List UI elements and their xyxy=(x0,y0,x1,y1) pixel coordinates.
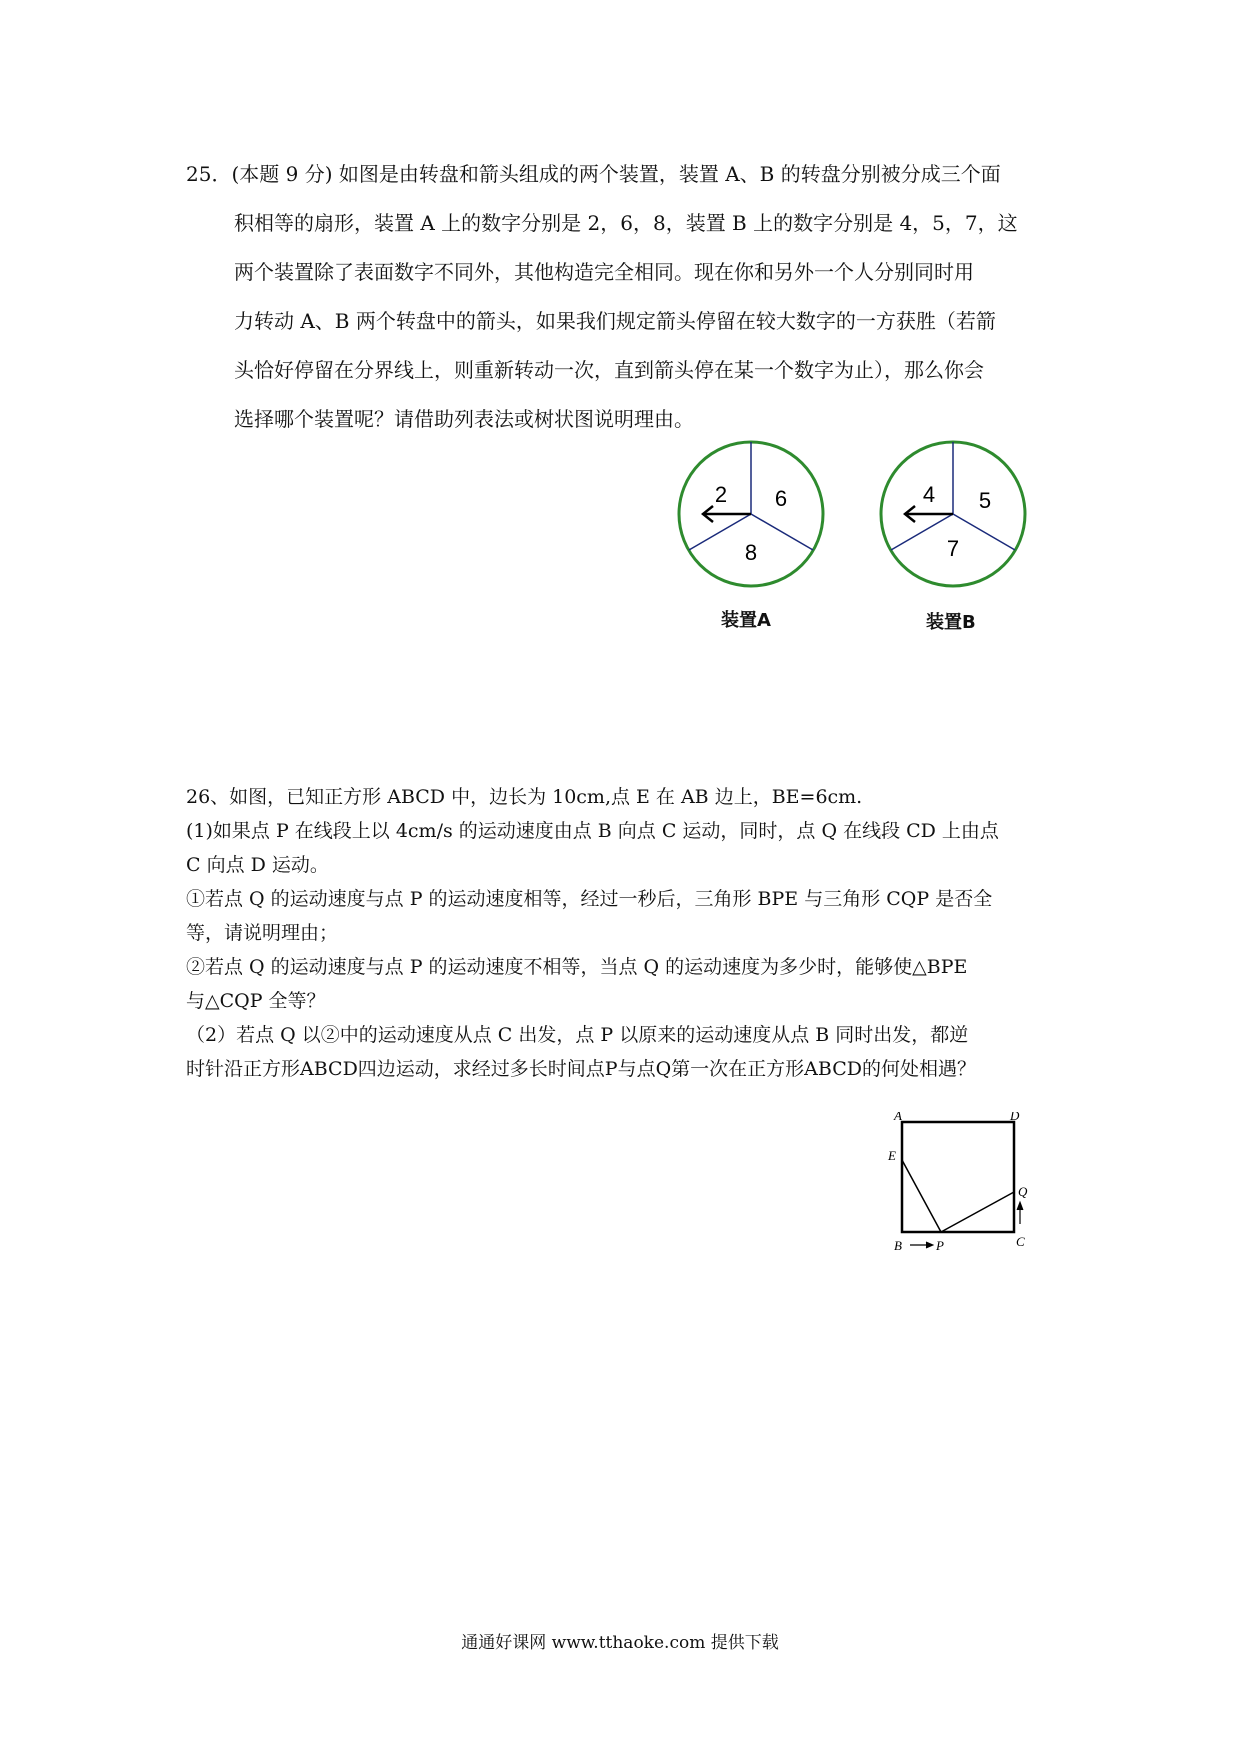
q26-line-1: 26、如图，已知正方形 ABCD 中，边长为 10cm,点 E 在 AB 边上，BE=6cm. xyxy=(186,786,863,808)
spinner-b-number-2: 5 xyxy=(978,488,992,513)
q25-line-6: 选择哪个装置呢？请借助列表法或树状图说明理由。 xyxy=(234,407,694,431)
spinner-b-number-1: 4 xyxy=(922,482,936,507)
arrow-c-to-q-head xyxy=(1017,1202,1023,1210)
spinner-a-number-3: 8 xyxy=(744,540,758,565)
q25-body xyxy=(186,199,1066,444)
label-b: B xyxy=(894,1238,902,1253)
q25-line-5: 头恰好停留在分界线上，则重新转动一次，直到箭头停在某一个数字为止），那么你会 xyxy=(234,358,984,382)
spinner-b-label: 装置B xyxy=(926,612,976,633)
q26-line-2: (1)如果点 P 在线段上以 4cm/s 的运动速度由点 B 向点 C 运动，同时，点 Q 在线段 CD 上由点 xyxy=(186,820,999,842)
spinner-b xyxy=(881,442,1025,586)
square-svg xyxy=(880,1112,1040,1262)
q25-line-2: 积相等的扇形，装置 A 上的数字分别是 2，6，8，装置 B 上的数字分别是 4，5，7，这 xyxy=(234,211,1018,235)
label-c: C xyxy=(1016,1234,1025,1249)
label-q: Q xyxy=(1018,1184,1028,1199)
square-figure xyxy=(880,1112,1040,1262)
q26-line-5: 等，请说明理由； xyxy=(186,922,339,944)
segment-ep xyxy=(902,1160,941,1232)
footer-source: 通通好课网 www.tthaoke.com 提供下载 xyxy=(461,1633,779,1653)
spinner-a-number-2: 6 xyxy=(774,486,788,511)
q26-line-8: （2）若点 Q 以②中的运动速度从点 C 出发，点 P 以原来的运动速度从点 B 同时出发，都逆 xyxy=(186,1024,969,1046)
segment-pq xyxy=(941,1192,1014,1232)
spinner-a-number-1: 2 xyxy=(714,482,728,507)
spinner-a-divider-right xyxy=(751,514,813,550)
spinner-b-divider-right xyxy=(953,514,1015,550)
q26-line-7: 与△CQP 全等？ xyxy=(186,990,326,1012)
q26-line-4: ①若点 Q 的运动速度与点 P 的运动速度相等，经过一秒后，三角形 BPE 与三角形 CQP 是否全 xyxy=(186,888,993,910)
label-e: E xyxy=(888,1148,896,1163)
square-abcd xyxy=(902,1122,1014,1232)
spinner-a-divider-left xyxy=(689,514,751,550)
q25-line-4: 力转动 A、B 两个转盘中的箭头，如果我们规定箭头停留在较大数字的一方获胜（若箭 xyxy=(234,309,996,333)
q25-line-3: 两个装置除了表面数字不同外，其他构造完全相同。现在你和另外一个人分别同时用 xyxy=(234,260,974,284)
spinner-b-number-3: 7 xyxy=(946,536,960,561)
q26-line-9: 时针沿正方形ABCD四边运动，求经过多长时间点P与点Q第一次在正方形ABCD的何处相遇？ xyxy=(186,1058,976,1080)
q26-line-3: C 向点 D 运动。 xyxy=(186,854,329,876)
label-a: A xyxy=(894,1112,902,1123)
spinner-b-divider-left xyxy=(891,514,953,550)
q25-line-1: 25．(本题 9 分) 如图是由转盘和箭头组成的两个装置，装置 A、B 的转盘分别被分成三个面 xyxy=(186,162,1001,186)
spinner-figures xyxy=(676,438,1046,638)
spinner-a xyxy=(679,442,823,586)
question-25 xyxy=(186,150,1066,444)
spinner-a-label: 装置A xyxy=(721,610,771,631)
q26-line-6: ②若点 Q 的运动速度与点 P 的运动速度不相等，当点 Q 的运动速度为多少时，能够使△BPE xyxy=(186,956,968,978)
arrow-b-to-p-head xyxy=(926,1242,933,1248)
label-d: D xyxy=(1010,1112,1020,1123)
spinner-svg xyxy=(676,438,1046,598)
label-p: P xyxy=(936,1238,944,1253)
question-26 xyxy=(186,780,1066,1086)
